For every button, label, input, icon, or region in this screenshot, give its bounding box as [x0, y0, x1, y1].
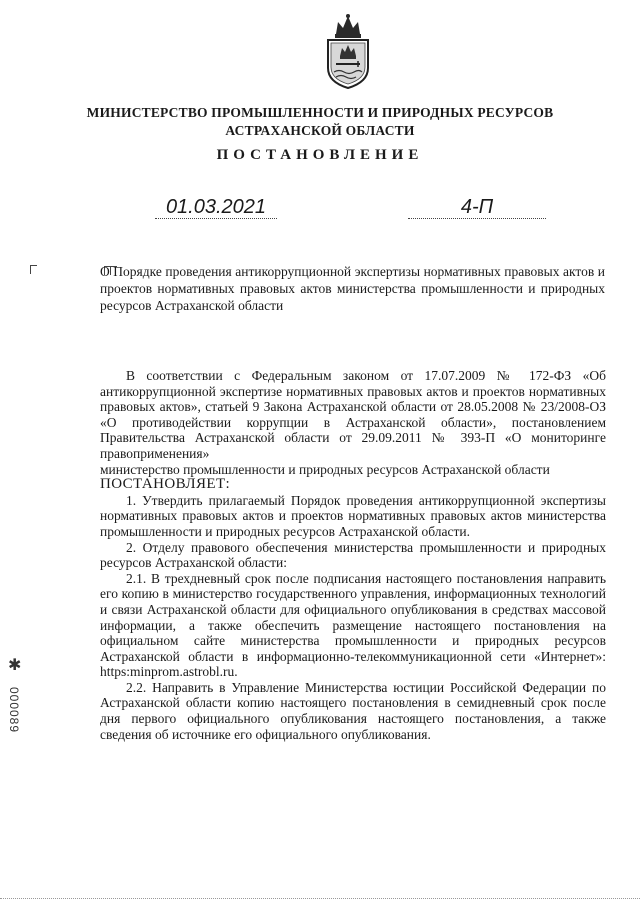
subject-paragraph: министерство промышленности и природных ресурсов Астраханской области	[100, 461, 550, 477]
margin-serial	[4, 655, 26, 745]
serial-number: 000089	[7, 686, 21, 734]
ministry-name-line1: МИНИСТЕРСТВО ПРОМЫШЛЕННОСТИ И ПРИРОДНЫХ РЕСУРСОВ	[86, 105, 554, 120]
preamble-paragraph: В соответствии с Федеральным законом от 17.07.2009 № 172-ФЗ «Об антикоррупционной экспертизе нормативных правовых актов и проектов нормативных правовых актов», статьей 9 Закона Астраханской области от 28.05.2008 № 23/2008-ОЗ «О противодействии коррупции в Астраханской области», постановлением Правительства Астраханской области от 29.09.2011 № 393-П «О мониторинге правоприменения»	[100, 368, 606, 461]
document-body	[100, 368, 606, 742]
item-2-1: 2.1. В трехдневный срок после подписания настоящего постановления направить его копию в министерство государственного управления, информационных технологий и связи Астраханской области для официального опубликования в средствах массовой информации, а также обеспечить размещение настоящего постановления на официальном сайте министерства промышленности и природных ресурсов Астраханской области в информационно-телекоммуникационной сети «Интернет»: https:minprom.astrobl.ru.	[100, 570, 606, 680]
coat-of-arms-icon	[322, 12, 374, 90]
item-2: 2. Отделу правового обеспечения министерства промышленности и природных ресурсов Астраханской области:	[100, 539, 606, 571]
item-2-2: 2.2. Направить в Управление Министерства юстиции Российской Федерации по Астраханской области копию настоящего постановления в семидневный срок после дня первого официального опубликования настоящего постановления, а также сведения об источнике его официального опубликования.	[100, 679, 606, 742]
decree-word: ПОСТАНОВЛЯЕТ:	[100, 476, 231, 493]
item-1: 1. Утвердить прилагаемый Порядок проведения антикоррупционной экспертизы нормативных правовых актов и проектов нормативных правовых актов министерства промышленности и природных ресурсов Астраханской области.	[100, 492, 606, 539]
page-bottom-edge	[0, 898, 640, 899]
star-icon: ✱	[8, 657, 22, 674]
document-title: О Порядке проведения антикоррупционной экспертизы нормативных правовых актов и проектов нормативных правовых актов министерства промышленности и природных ресурсов Астраханской области	[100, 264, 605, 313]
ministry-name-line2: АСТРАХАНСКОЙ ОБЛАСТИ	[225, 123, 415, 138]
document-date: 01.03.2021	[155, 196, 277, 219]
ministry-header	[0, 104, 640, 140]
title-corner-mark-left	[30, 265, 37, 274]
document-number: 4-П	[408, 196, 546, 219]
document-type: ПОСТАНОВЛЕНИЕ	[216, 147, 424, 163]
